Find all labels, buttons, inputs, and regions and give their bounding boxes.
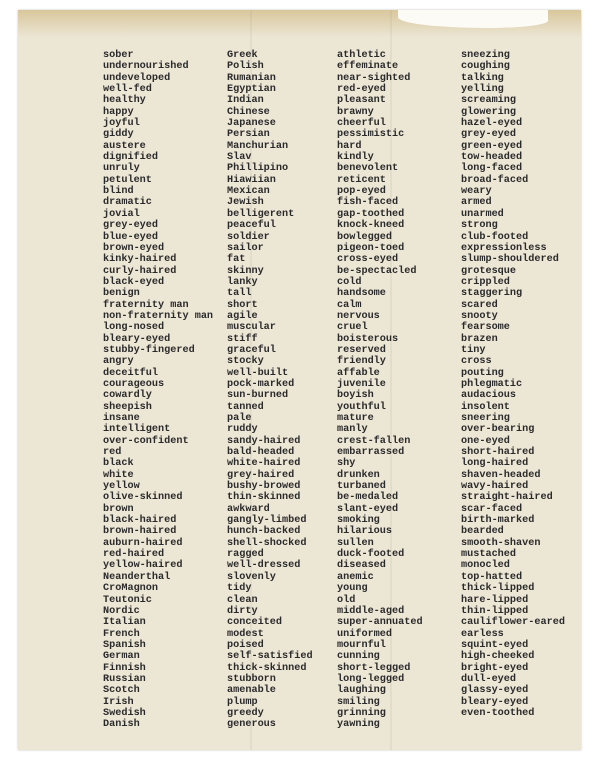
word-entry: smoking — [337, 515, 380, 527]
word-entry: intelligent — [103, 424, 171, 436]
word-entry: stocky — [227, 356, 264, 368]
word-entry: smooth-shaven — [461, 537, 541, 549]
word-entry: bowlegged — [337, 231, 393, 243]
word-entry: curly-haired — [103, 265, 177, 277]
word-entry: stubborn — [227, 673, 276, 685]
word-entry: young — [337, 583, 368, 595]
word-entry: Nordic — [103, 605, 140, 617]
word-entry: club-footed — [461, 231, 529, 243]
word-entry: diseased — [337, 560, 386, 572]
word-entry: Slav — [227, 152, 252, 164]
word-entry: tow-headed — [461, 152, 523, 164]
word-entry: pale — [227, 413, 252, 424]
word-entry: fraternity man — [103, 299, 189, 311]
word-entry: Egyptian — [227, 84, 276, 96]
word-entry: long-faced — [461, 163, 523, 175]
word-entry: athletic — [337, 50, 386, 61]
word-entry: sun-burned — [227, 390, 289, 402]
word-entry: slump-shouldered — [461, 254, 559, 266]
word-entry: even-toothed — [461, 707, 535, 719]
word-entry: knock-kneed — [337, 220, 405, 232]
word-entry: Manchurian — [227, 140, 289, 152]
word-entry: juvenile — [337, 378, 386, 390]
word-entry: dramatic — [103, 197, 152, 209]
word-entry: pouting — [461, 367, 504, 379]
word-entry: dignified — [103, 152, 159, 164]
word-entry: tall — [227, 288, 252, 300]
word-entry: fearsome — [461, 322, 510, 334]
word-entry: black — [103, 458, 134, 470]
word-entry: white-haired — [227, 458, 301, 470]
word-entry: long-nosed — [103, 322, 165, 334]
word-entry: undeveloped — [103, 72, 171, 84]
word-entry: petulent — [103, 174, 152, 186]
word-entry: white — [103, 469, 134, 481]
word-entry: insane — [103, 413, 140, 424]
word-entry: shaven-headed — [461, 469, 541, 481]
word-entry: scar-faced — [461, 503, 523, 515]
word-entry: greedy — [227, 707, 264, 719]
word-entry: grotesque — [461, 265, 517, 277]
word-entry: sailor — [227, 242, 264, 254]
word-entry: self-satisfied — [227, 651, 313, 663]
word-entry: staggering — [461, 288, 523, 300]
word-entry: auburn-haired — [103, 537, 183, 549]
word-entry: hunch-backed — [227, 526, 301, 538]
word-entry: Polish — [227, 61, 264, 73]
word-entry: thin-skinned — [227, 492, 301, 504]
word-entry: gap-toothed — [337, 208, 405, 220]
word-entry: Chinese — [227, 106, 270, 118]
word-entry: turbaned — [337, 481, 386, 493]
word-entry: effeminate — [337, 61, 399, 73]
word-entry: Greek — [227, 50, 258, 61]
typed-page — [18, 10, 581, 750]
word-entry: modest — [227, 628, 264, 640]
word-entry: short-haired — [461, 447, 535, 459]
word-entry: monocled — [461, 560, 510, 572]
word-entry: well-fed — [103, 84, 152, 96]
word-entry: brown-haired — [103, 526, 177, 538]
word-entry: soldier — [227, 231, 270, 243]
word-entry: insolent — [461, 401, 510, 413]
word-entry: cruel — [337, 322, 368, 334]
word-entry: embarrassed — [337, 447, 405, 459]
word-entry: peaceful — [227, 220, 276, 232]
word-entry: brown — [103, 503, 134, 515]
word-entry: slovenly — [227, 571, 276, 583]
word-entry: amenable — [227, 685, 276, 697]
word-entry: talking — [461, 72, 504, 84]
word-entry: blue-eyed — [103, 231, 159, 243]
word-entry: Rumanian — [227, 72, 276, 84]
word-entry: Hiawiian — [227, 174, 276, 186]
word-entry: snooty — [461, 310, 498, 322]
word-entry: Mexican — [227, 186, 270, 198]
word-entry: armed — [461, 197, 492, 209]
word-entry: squint-eyed — [461, 639, 529, 651]
word-entry: Scotch — [103, 685, 140, 697]
word-entry: bushy-browed — [227, 481, 301, 493]
word-entry: hare-lipped — [461, 594, 529, 606]
word-entry: bleary-eyed — [103, 333, 171, 345]
word-entry: hard — [337, 140, 362, 152]
word-entry: kindly — [337, 152, 374, 164]
word-entry: sober — [103, 50, 134, 61]
word-entry: grey-eyed — [103, 220, 159, 232]
word-entry: giddy — [103, 129, 134, 141]
word-entry: sullen — [337, 537, 374, 549]
word-entry: calm — [337, 299, 362, 311]
word-entry: well-dressed — [227, 560, 301, 572]
word-entry: phlegmatic — [461, 378, 523, 390]
word-entry: expressionless — [461, 242, 547, 254]
word-entry: stubby-fingered — [103, 344, 195, 356]
word-entry: yellow — [103, 481, 140, 493]
word-entry: middle-aged — [337, 605, 405, 617]
word-entry: cowardly — [103, 390, 152, 402]
word-column-3 — [337, 50, 423, 731]
word-entry: cross-eyed — [337, 254, 399, 266]
word-entry: crippled — [461, 276, 510, 288]
word-entry: benign — [103, 288, 140, 300]
word-entry: tidy — [227, 583, 252, 595]
word-entry: short — [227, 299, 258, 311]
word-entry: pessimistic — [337, 129, 405, 141]
word-entry: drunken — [337, 469, 380, 481]
word-entry: Phillipino — [227, 163, 289, 175]
word-entry: be-medaled — [337, 492, 399, 504]
word-entry: high-cheeked — [461, 651, 535, 663]
word-entry: Japanese — [227, 118, 276, 130]
word-entry: old — [337, 594, 356, 606]
word-entry: thick-lipped — [461, 583, 535, 595]
word-entry: slant-eyed — [337, 503, 399, 515]
word-entry: short-legged — [337, 662, 411, 674]
word-entry: red — [103, 447, 122, 459]
word-entry: sneezing — [461, 50, 510, 61]
word-entry: earless — [461, 628, 504, 640]
word-entry: cold — [337, 276, 362, 288]
word-entry: yawning — [337, 719, 380, 731]
word-entry: thin-lipped — [461, 605, 529, 617]
word-entry: anemic — [337, 571, 374, 583]
word-entry: red-eyed — [337, 84, 386, 96]
word-entry: one-eyed — [461, 435, 510, 447]
word-entry: brawny — [337, 106, 374, 118]
word-entry: Swedish — [103, 707, 146, 719]
word-entry: sheepish — [103, 401, 152, 413]
word-entry: olive-skinned — [103, 492, 183, 504]
word-entry: gangly-limbed — [227, 515, 307, 527]
word-entry: thick-skinned — [227, 662, 307, 674]
word-entry: grinning — [337, 707, 386, 719]
word-entry: pock-marked — [227, 378, 295, 390]
word-entry: ruddy — [227, 424, 258, 436]
word-entry: stiff — [227, 333, 258, 345]
word-entry: wavy-haired — [461, 481, 529, 493]
word-entry: Teutonic — [103, 594, 152, 606]
word-entry: glassy-eyed — [461, 685, 529, 697]
word-entry: long-haired — [461, 458, 529, 470]
word-entry: lanky — [227, 276, 258, 288]
word-entry: poised — [227, 639, 264, 651]
word-entry: black-eyed — [103, 276, 165, 288]
word-entry: uniformed — [337, 628, 393, 640]
word-entry: nervous — [337, 310, 380, 322]
word-entry: boyish — [337, 390, 374, 402]
word-entry: smiling — [337, 696, 380, 708]
word-entry: reserved — [337, 344, 386, 356]
word-entry: handsome — [337, 288, 386, 300]
word-column-1 — [103, 50, 213, 731]
word-entry: jovial — [103, 208, 140, 220]
word-entry: agile — [227, 310, 258, 322]
word-entry: affable — [337, 367, 380, 379]
word-entry: weary — [461, 186, 492, 198]
word-entry: pleasant — [337, 95, 386, 107]
word-entry: over-bearing — [461, 424, 535, 436]
word-entry: Danish — [103, 719, 140, 731]
word-entry: top-hatted — [461, 571, 523, 583]
word-entry: cauliflower-eared — [461, 617, 565, 629]
word-entry: Finnish — [103, 662, 146, 674]
word-entry: friendly — [337, 356, 386, 368]
word-entry: unarmed — [461, 208, 504, 220]
word-entry: shell-shocked — [227, 537, 307, 549]
word-entry: grey-eyed — [461, 129, 517, 141]
word-entry: CroMagnon — [103, 583, 159, 595]
word-entry: joyful — [103, 118, 140, 130]
word-entry: unruly — [103, 163, 140, 175]
word-entry: pop-eyed — [337, 186, 386, 198]
word-entry: youthful — [337, 401, 386, 413]
word-entry: grey-haired — [227, 469, 295, 481]
word-entry: super-annuated — [337, 617, 423, 629]
word-entry: sandy-haired — [227, 435, 301, 447]
word-entry: healthy — [103, 95, 146, 107]
word-entry: boisterous — [337, 333, 399, 345]
word-entry: undernourished — [103, 61, 189, 73]
word-entry: mustached — [461, 549, 517, 561]
word-entry: deceitful — [103, 367, 159, 379]
word-entry: tiny — [461, 344, 486, 356]
word-entry: dirty — [227, 605, 258, 617]
word-entry: Persian — [227, 129, 270, 141]
word-entry: cunning — [337, 651, 380, 663]
word-entry: be-spectacled — [337, 265, 417, 277]
word-entry: cheerful — [337, 118, 386, 130]
word-entry: brazen — [461, 333, 498, 345]
word-entry: Italian — [103, 617, 146, 629]
word-entry: screaming — [461, 95, 517, 107]
word-column-2 — [227, 50, 313, 731]
word-entry: reticent — [337, 174, 386, 186]
word-entry: Indian — [227, 95, 264, 107]
word-entry: dull-eyed — [461, 673, 517, 685]
word-entry: sneering — [461, 413, 510, 424]
word-entry: audacious — [461, 390, 517, 402]
word-entry: pigeon-toed — [337, 242, 405, 254]
word-entry: graceful — [227, 344, 276, 356]
word-entry: bald-headed — [227, 447, 295, 459]
word-entry: non-fraternity man — [103, 310, 214, 322]
word-entry: bleary-eyed — [461, 696, 529, 708]
word-entry: skinny — [227, 265, 264, 277]
word-entry: laughing — [337, 685, 386, 697]
word-entry: plump — [227, 696, 258, 708]
word-entry: broad-faced — [461, 174, 529, 186]
word-entry: glowering — [461, 106, 517, 118]
word-entry: Irish — [103, 696, 134, 708]
word-entry: long-legged — [337, 673, 405, 685]
word-entry: coughing — [461, 61, 510, 73]
word-entry: Russian — [103, 673, 146, 685]
word-entry: bearded — [461, 526, 504, 538]
word-entry: bright-eyed — [461, 662, 529, 674]
word-column-4 — [461, 50, 565, 719]
word-entry: hilarious — [337, 526, 393, 538]
word-entry: awkward — [227, 503, 270, 515]
word-entry: yellow-haired — [103, 560, 183, 572]
word-entry: shy — [337, 458, 356, 470]
word-entry: red-haired — [103, 549, 165, 561]
word-entry: fat — [227, 254, 246, 266]
word-entry: mournful — [337, 639, 386, 651]
word-entry: mature — [337, 413, 374, 424]
word-entry: kinky-haired — [103, 254, 177, 266]
word-entry: conceited — [227, 617, 283, 629]
word-entry: benevolent — [337, 163, 399, 175]
word-entry: straight-haired — [461, 492, 553, 504]
word-entry: scared — [461, 299, 498, 311]
word-entry: tanned — [227, 401, 264, 413]
word-entry: black-haired — [103, 515, 177, 527]
word-entry: yelling — [461, 84, 504, 96]
word-entry: Spanish — [103, 639, 146, 651]
word-entry: austere — [103, 140, 146, 152]
word-entry: generous — [227, 719, 276, 731]
word-entry: clean — [227, 594, 258, 606]
word-entry: belligerent — [227, 208, 295, 220]
word-entry: near-sighted — [337, 72, 411, 84]
word-entry: ragged — [227, 549, 264, 561]
word-entry: courageous — [103, 378, 165, 390]
word-entry: cross — [461, 356, 492, 368]
word-entry: French — [103, 628, 140, 640]
word-entry: strong — [461, 220, 498, 232]
word-entry: green-eyed — [461, 140, 523, 152]
word-entry: hazel-eyed — [461, 118, 523, 130]
word-entry: angry — [103, 356, 134, 368]
word-entry: crest-fallen — [337, 435, 411, 447]
word-entry: fish-faced — [337, 197, 399, 209]
word-entry: Jewish — [227, 197, 264, 209]
word-entry: well-built — [227, 367, 289, 379]
word-entry: duck-footed — [337, 549, 405, 561]
word-entry: brown-eyed — [103, 242, 165, 254]
word-entry: Neanderthal — [103, 571, 171, 583]
word-entry: blind — [103, 186, 134, 198]
word-entry: manly — [337, 424, 368, 436]
word-entry: birth-marked — [461, 515, 535, 527]
word-entry: muscular — [227, 322, 276, 334]
word-entry: German — [103, 651, 140, 663]
word-entry: over-confident — [103, 435, 189, 447]
word-entry: happy — [103, 106, 134, 118]
